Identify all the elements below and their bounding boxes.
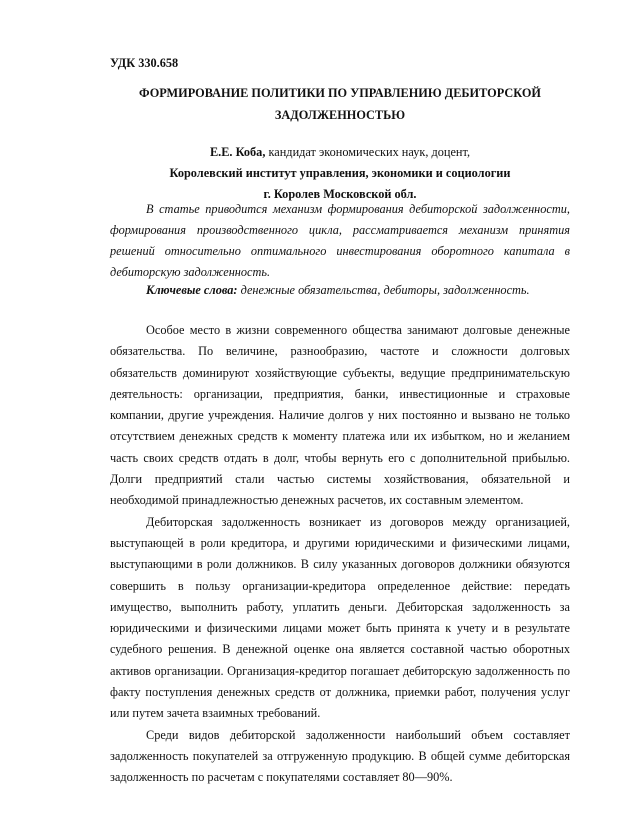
author-degree: кандидат экономических наук, доцент, <box>265 145 471 159</box>
institution-city: г. Королев Московской обл. <box>263 187 417 201</box>
body-paragraph: Особое место в жизни современного общества занимают долговые денежные обязательства. По величине, разнообразию, частоте и сложности долговых обязательств доминируют хозяйствующие субъекты, ведущие предпринимательскую деятельность: организации, предприятия, банки, инвестиционные и страховые компании, другие учреждения. Наличие долгов у них постоянно и вызвано не только отсутствием денежных средств к моменту платежа или их избытком, но и желанием часть своих средств отдать в долг, чтобы вернуть его с дополнительной прибылью. Долги предприятий стали частью системы хозяйствования, обязательной и необходимой принадлежностью денежных расчетов, их составным элементом. <box>110 323 570 508</box>
author-name: Е.Е. Коба, <box>209 145 266 159</box>
keywords-text: денежные обязательства, дебиторы, задолженность. <box>237 283 530 297</box>
keywords <box>146 283 570 298</box>
udc-code: УДК 330.658 <box>110 56 179 70</box>
title-line-2: ЗАДОЛЖЕННОСТЬЮ <box>274 108 406 122</box>
article-title <box>110 82 570 126</box>
article-body <box>110 320 570 789</box>
abstract: В статье приводится механизм формирования дебиторской задолженности, формирования производственного цикла, рассматривается механизм принятия решений относительно оптимального инвестирования оборотного капитала в дебиторскую задолженность. <box>110 202 570 279</box>
institution-name: Королевский институт управления, экономики и социологии <box>169 166 511 180</box>
body-paragraph: Дебиторская задолженность возникает из договоров между организацией, выступающей в роли кредитора, и другими юридическими и физическими лицами, выступающими в роли должников. В силу указанных договоров должники обязуются совершить в пользу организации-кредитора определенное действие: передать имущество, выполнить работу, уплатить деньги. Дебиторская задолженность за юридическими и физическими лицами может быть принята к учету и в результате судебного решения. В денежной оценке она является составной частью оборотных активов организации. Организация-кредитор погашает дебиторскую задолженность по факту поступления денежных средств от должника, приемки работ, получения услуг или путем зачета взаимных требований. <box>110 514 570 721</box>
body-paragraph: Среди видов дебиторской задолженности наибольший объем составляет задолженность покупателей за отгруженную продукцию. В общей сумме дебиторская задолженность по расчетам с покупателями составляет 80—90%. <box>110 727 570 785</box>
title-line-1: ФОРМИРОВАНИЕ ПОЛИТИКИ ПО УПРАВЛЕНИЮ ДЕБИТОРСКОЙ <box>138 86 541 100</box>
keywords-label: Ключевые слова: <box>146 283 238 297</box>
author-line <box>110 145 570 160</box>
